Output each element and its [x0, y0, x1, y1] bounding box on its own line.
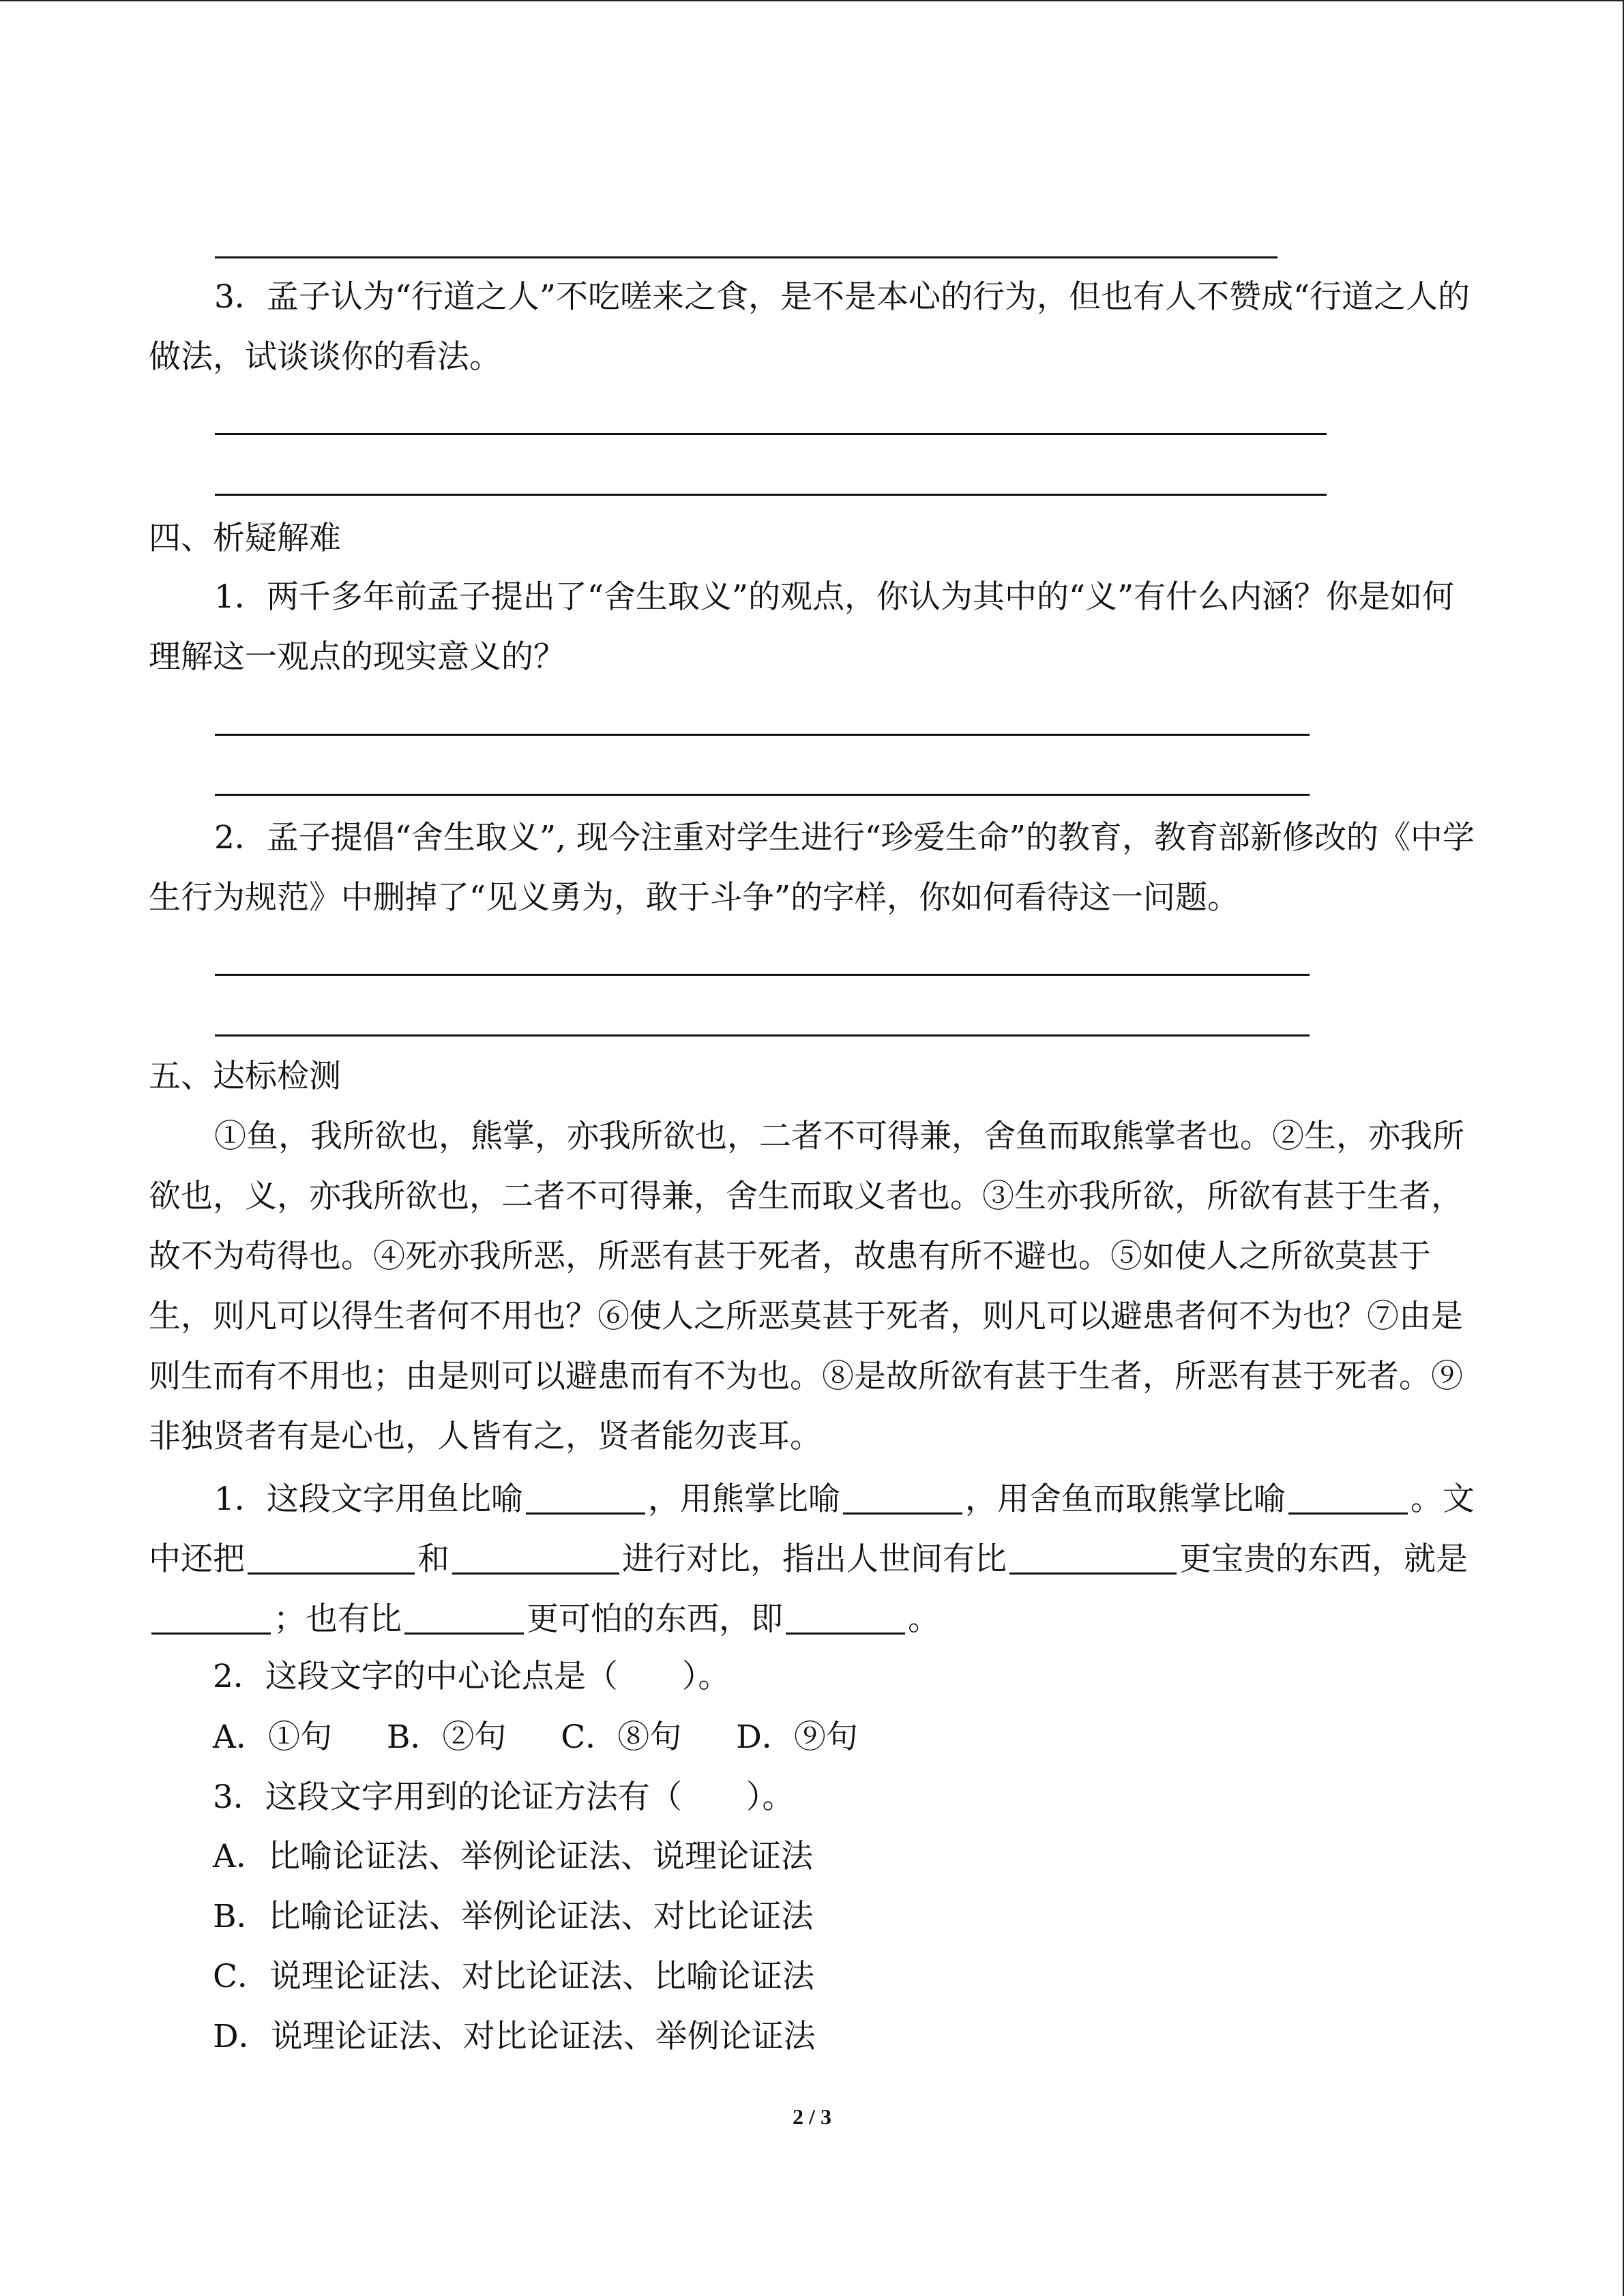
page-number: 2 / 3 — [793, 2104, 831, 2129]
answer-line — [215, 256, 1278, 258]
answer-line — [215, 734, 1310, 736]
question-3-1: 3．孟子认为“行道之人”不吃嗟来之食，是不是本心的行为，但也有人不赞成“行道之人的做法，试谈谈你的看法。 — [149, 278, 1470, 376]
answer-blank[interactable] — [248, 1540, 415, 1575]
q1-text-9: 更可怕的东西，即 — [527, 1600, 783, 1638]
question-5-3-stem: 3．这段文字用到的论证方法有（ ）。 — [213, 1778, 795, 1816]
option-c[interactable]: C．⑧句 — [561, 1718, 682, 1756]
answer-blank[interactable] — [1009, 1540, 1177, 1575]
q1-text-3: ，用舍鱼而取熊掌比喻 — [964, 1480, 1286, 1518]
question-5-2-options — [213, 1708, 858, 1768]
answer-blank[interactable] — [526, 1480, 645, 1515]
section-heading-5: 五、达标检测 — [149, 1058, 341, 1095]
option-a[interactable]: A．比喻论证法、举例论证法、说理论证法 — [213, 1838, 813, 1875]
q1-text-2: ，用熊掌比喻 — [647, 1480, 840, 1518]
answer-line — [215, 433, 1327, 435]
q1-text-10: 。 — [908, 1600, 940, 1638]
question-4-1: 1．两千多年前孟子提出了“舍生取义”的观点，你认为其中的“义”有什么内涵？你是如何理解这一观点的现实意义的？ — [149, 578, 1455, 676]
question-4-2: 2．孟子提倡“舍生取义”, 现今注重对学生进行“珍爱生命”的教育，教育部新修改的《中学生行为规范》中删掉了“见义勇为，敢于斗争”的字样，你如何看待这一问题。 — [149, 819, 1475, 916]
option-c[interactable]: C．说理论证法、对比论证法、比喻论证法 — [213, 1958, 814, 1995]
answer-blank[interactable] — [404, 1600, 524, 1635]
option-a[interactable]: A．①句 — [213, 1718, 332, 1756]
answer-blank[interactable] — [843, 1480, 962, 1515]
option-b[interactable]: B．比喻论证法、举例论证法、对比论证法 — [213, 1898, 814, 1935]
question-5-2-stem: 2．这段文字的中心论点是（ ）。 — [213, 1658, 730, 1695]
answer-line — [215, 1034, 1310, 1037]
q1-text-7: 更宝贵的东西，就是 — [1179, 1540, 1468, 1578]
answer-line — [215, 974, 1310, 976]
option-d[interactable]: D．说理论证法、对比论证法、举例论证法 — [213, 2018, 816, 2055]
q1-text-1: 1．这段文字用鱼比喻 — [214, 1480, 523, 1518]
answer-line — [215, 794, 1310, 796]
answer-blank[interactable] — [1288, 1480, 1408, 1515]
reading-passage: ①鱼，我所欲也，熊掌，亦我所欲也，二者不可得兼，舍鱼而取熊掌者也。②生，亦我所欲也，义，亦我所欲也，二者不可得兼，舍生而取义者也。③生亦我所欲，所欲有甚于生者，故不为苟得也。④死亦我所恶，所恶有甚于死者，故患有所不避也。⑤如使人之所欲莫甚于生，则凡可以得生者何不用也？⑥使人之所恶莫甚于死者，则凡可以避患者何不为也？⑦由是则生而有不用也；由是则可以避患而有不为也。⑧是故所欲有甚于生者，所恶有甚于死者。⑨非独贤者有是心也，人皆有之，贤者能勿丧耳。 — [149, 1118, 1464, 1455]
q1-text-8: ；也有比 — [274, 1600, 402, 1638]
question-5-1 — [149, 1470, 1479, 1650]
section-heading-4: 四、析疑解难 — [149, 520, 341, 557]
q1-text-6: 进行对比，指出人世间有比 — [622, 1540, 1007, 1578]
option-b[interactable]: B．②句 — [386, 1718, 507, 1756]
q1-text-4: 。文中还把 — [149, 1480, 1475, 1578]
answer-blank[interactable] — [151, 1600, 271, 1635]
answer-blank[interactable] — [786, 1600, 905, 1635]
answer-line — [215, 494, 1327, 496]
q1-text-5: 和 — [417, 1540, 449, 1578]
answer-blank[interactable] — [452, 1540, 619, 1575]
option-d[interactable]: D．⑨句 — [736, 1718, 858, 1756]
